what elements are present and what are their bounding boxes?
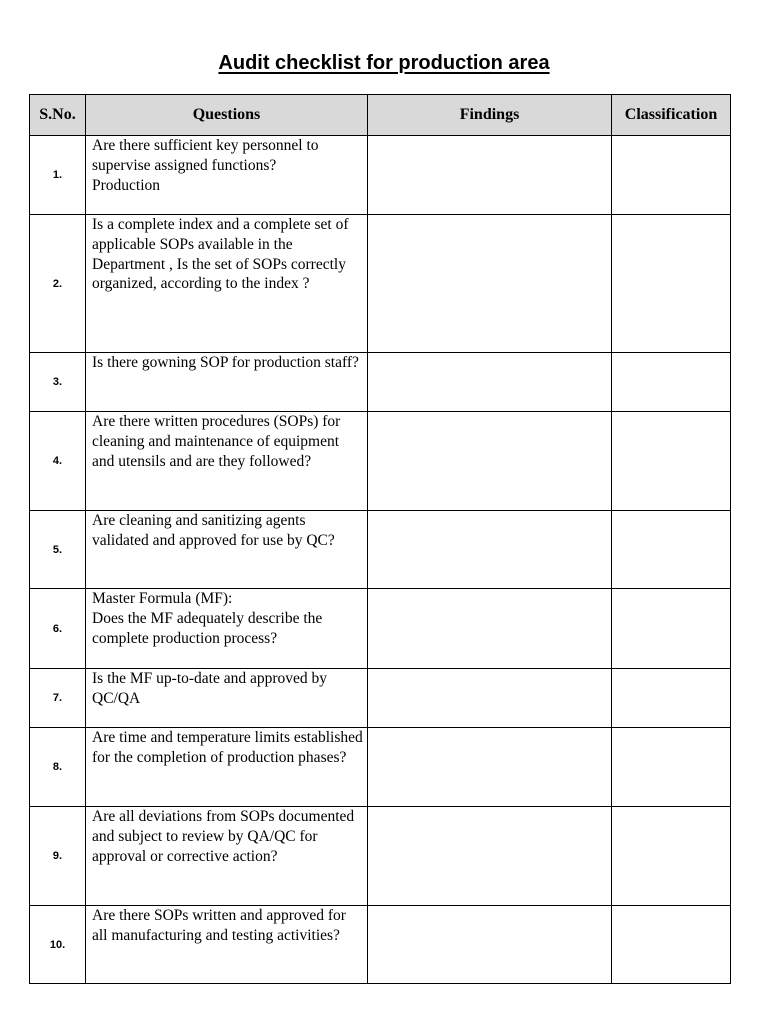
question-cell: Is there gowning SOP for production staff? bbox=[86, 353, 368, 412]
classification-cell[interactable] bbox=[612, 412, 731, 511]
classification-cell[interactable] bbox=[612, 669, 731, 728]
findings-cell[interactable] bbox=[368, 511, 612, 589]
classification-cell[interactable] bbox=[612, 589, 731, 669]
row-number: 6. bbox=[30, 589, 86, 669]
table-row bbox=[30, 412, 731, 511]
classification-cell[interactable] bbox=[612, 511, 731, 589]
findings-cell[interactable] bbox=[368, 353, 612, 412]
question-cell: Are cleaning and sanitizing agents validated and approved for use by QC? bbox=[86, 511, 368, 589]
table-row bbox=[30, 906, 731, 984]
table-row bbox=[30, 589, 731, 669]
table-row bbox=[30, 353, 731, 412]
findings-cell[interactable] bbox=[368, 728, 612, 807]
classification-cell[interactable] bbox=[612, 728, 731, 807]
findings-cell[interactable] bbox=[368, 807, 612, 906]
row-number: 2. bbox=[30, 215, 86, 353]
question-cell: Are there sufficient key personnel to supervise assigned functions? Production bbox=[86, 136, 368, 215]
row-number: 1. bbox=[30, 136, 86, 215]
table-row bbox=[30, 215, 731, 353]
row-number: 8. bbox=[30, 728, 86, 807]
classification-cell[interactable] bbox=[612, 353, 731, 412]
header-row bbox=[30, 95, 731, 136]
question-cell: Master Formula (MF): Does the MF adequately describe the complete production process? bbox=[86, 589, 368, 669]
question-cell: Are there SOPs written and approved for all manufacturing and testing activities? bbox=[86, 906, 368, 984]
findings-cell[interactable] bbox=[368, 669, 612, 728]
header-sno: S.No. bbox=[30, 95, 86, 136]
classification-cell[interactable] bbox=[612, 807, 731, 906]
question-cell: Is the MF up-to-date and approved by QC/QA bbox=[86, 669, 368, 728]
table-row bbox=[30, 728, 731, 807]
row-number: 4. bbox=[30, 412, 86, 511]
row-number: 3. bbox=[30, 353, 86, 412]
row-number: 5. bbox=[30, 511, 86, 589]
findings-cell[interactable] bbox=[368, 136, 612, 215]
row-number: 9. bbox=[30, 807, 86, 906]
table-row bbox=[30, 807, 731, 906]
findings-cell[interactable] bbox=[368, 215, 612, 353]
findings-cell[interactable] bbox=[368, 412, 612, 511]
question-cell: Are all deviations from SOPs documented and subject to review by QA/QC for approval or corrective action? bbox=[86, 807, 368, 906]
table-row bbox=[30, 669, 731, 728]
row-number: 10. bbox=[30, 906, 86, 984]
question-cell: Is a complete index and a complete set of applicable SOPs available in the Department , Is the set of SOPs correctly organized, according to the index ? bbox=[86, 215, 368, 353]
question-cell: Are there written procedures (SOPs) for cleaning and maintenance of equipment and utensils and are they followed? bbox=[86, 412, 368, 511]
question-cell: Are time and temperature limits established for the completion of production phases? bbox=[86, 728, 368, 807]
table-row bbox=[30, 136, 731, 215]
audit-checklist-table bbox=[29, 94, 731, 984]
classification-cell[interactable] bbox=[612, 215, 731, 353]
row-number: 7. bbox=[30, 669, 86, 728]
classification-cell[interactable] bbox=[612, 136, 731, 215]
findings-cell[interactable] bbox=[368, 906, 612, 984]
classification-cell[interactable] bbox=[612, 906, 731, 984]
header-findings: Findings bbox=[368, 95, 612, 136]
header-questions: Questions bbox=[86, 95, 368, 136]
findings-cell[interactable] bbox=[368, 589, 612, 669]
document-title: Audit checklist for production area bbox=[218, 52, 550, 74]
table-row bbox=[30, 511, 731, 589]
header-classification: Classification bbox=[612, 95, 731, 136]
